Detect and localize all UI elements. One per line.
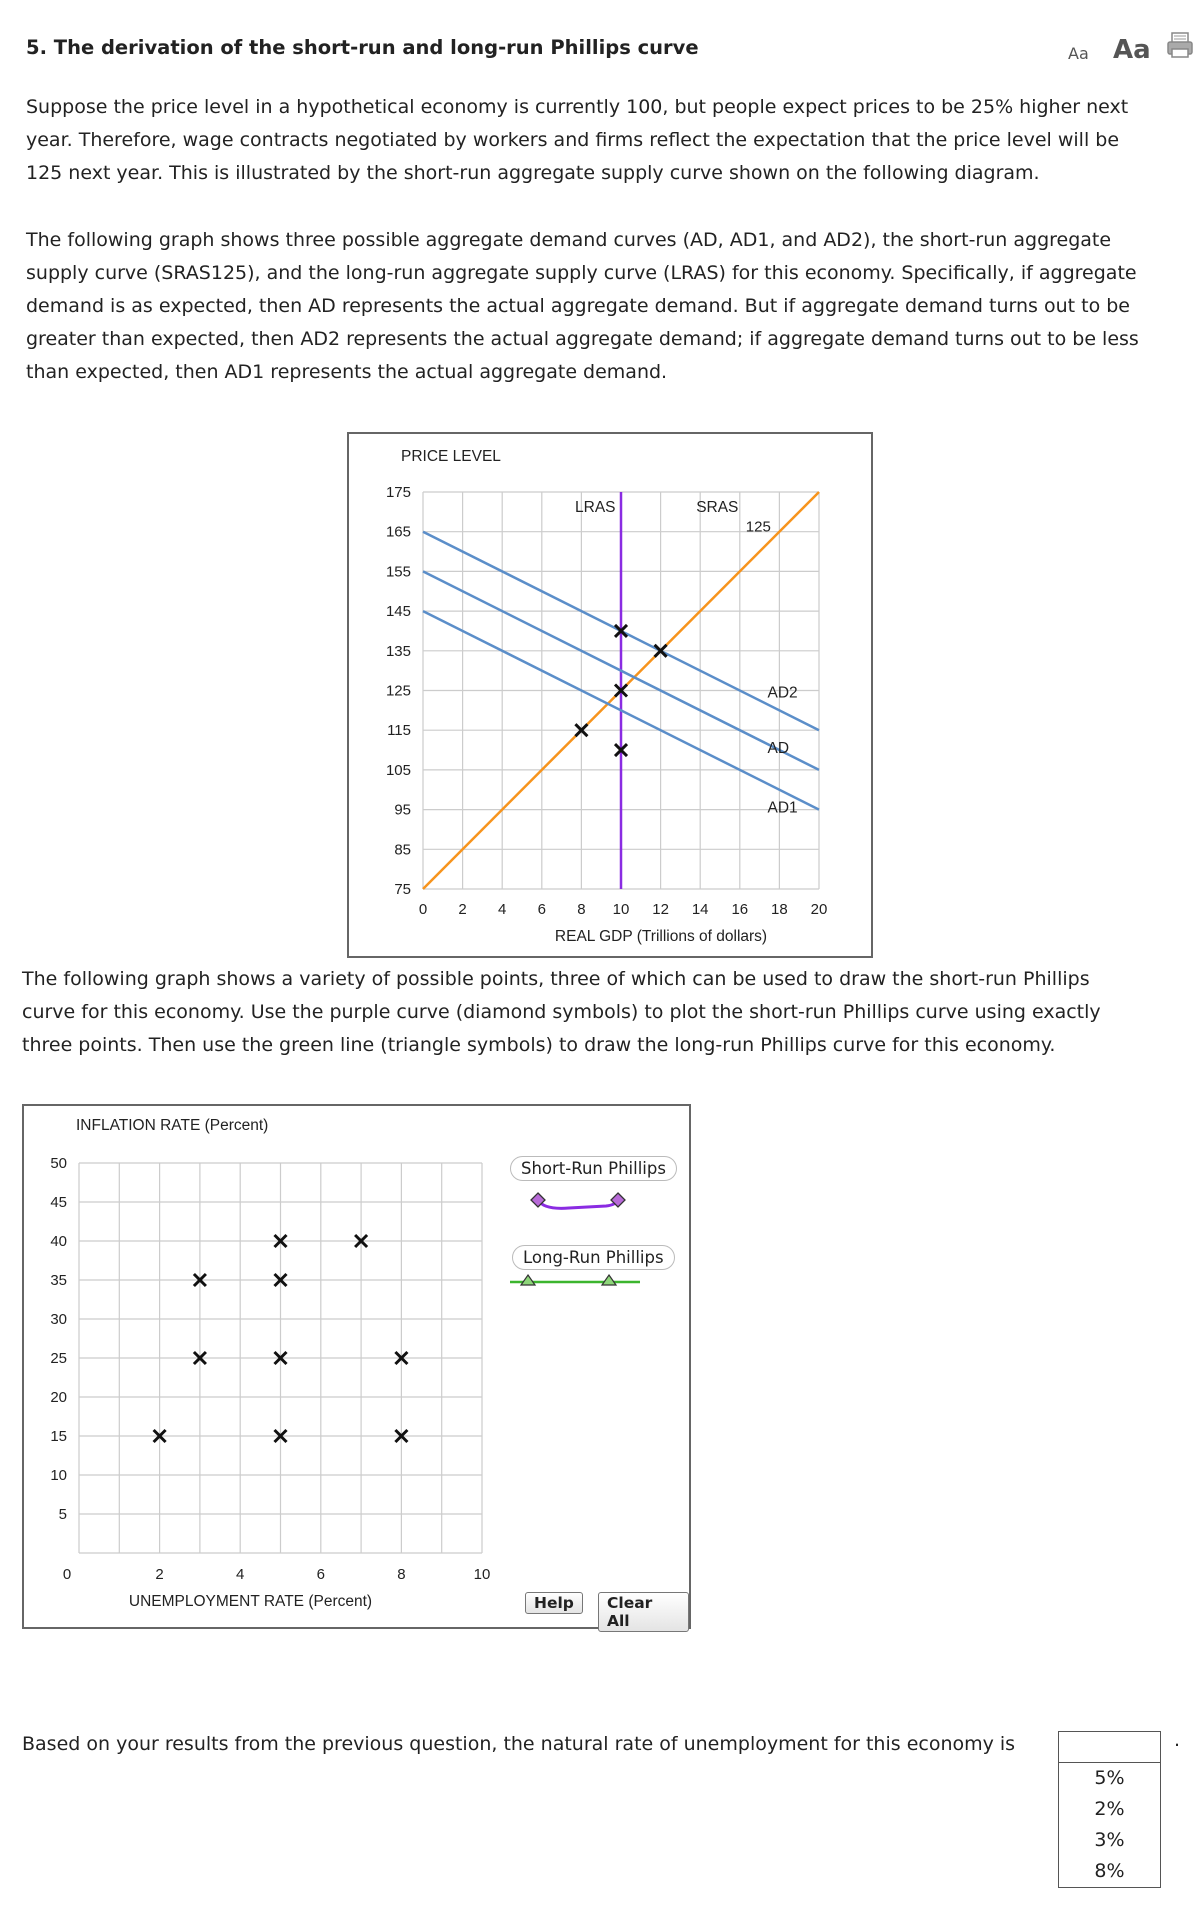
series-label-ad2: AD2 [767,684,798,702]
y-tick-label: 165 [385,523,411,541]
text-line: supply curve (SRAS125), and the long-run aggregate supply curve (LRAS) for this economy. Specifically, if aggregate [26,262,1137,284]
long-run-phillips-tool[interactable]: Long-Run Phillips [512,1245,675,1270]
y-axis-title: INFLATION RATE (Percent) [76,1117,269,1134]
natural-rate-answer-field[interactable] [1058,1731,1161,1764]
x-tick-label: 10 [473,1566,491,1583]
x-tick-label: 10 [612,901,630,918]
natural-rate-options-list[interactable] [1058,1762,1161,1888]
x-tick-label: 8 [577,901,586,918]
x-tick-label: 16 [731,901,749,918]
question-title: 5. The derivation of the short-run and long-run Phillips curve [26,36,699,59]
question-period: . [1174,1729,1181,1751]
y-tick-label: 20 [50,1389,67,1406]
font-size-large-button[interactable]: Aa [1113,35,1151,65]
y-tick-label: 15 [50,1428,67,1445]
x-tick-label: 20 [810,901,828,918]
y-tick-label: 25 [50,1350,67,1367]
clear-all-button[interactable]: Clear All [598,1592,689,1632]
x-tick-label: 8 [397,1566,406,1583]
y-tick-label: 10 [50,1467,67,1484]
font-size-small-button[interactable]: Aa [1068,44,1089,63]
text-line: greater than expected, then AD2 represents the actual aggregate demand; if aggregate demand turns out to be less [26,328,1139,350]
y-tick-label: 40 [50,1233,67,1250]
option-item[interactable]: 3% [1094,1829,1125,1851]
series-label-sras-subscript: 125 [745,518,771,536]
text-line: The following graph shows a variety of possible points, three of which can be used to draw the short-run Phillips [22,968,1090,990]
y-tick-label: 5 [58,1506,67,1523]
intro-paragraph-2 [26,224,1186,389]
y-tick-label: 35 [50,1272,67,1289]
x-tick-label: 2 [155,1566,164,1583]
y-axis-title: PRICE LEVEL [401,448,501,465]
y-tick-label: 155 [385,563,411,581]
y-tick-label: 135 [385,642,411,660]
option-item[interactable]: 2% [1094,1798,1125,1820]
text-line: than expected, then AD1 represents the actual aggregate demand. [26,361,668,383]
x-tick-label: 14 [691,901,709,918]
printer-icon[interactable] [1166,31,1194,59]
y-tick-label: 30 [50,1311,67,1328]
x-tick-label: 12 [652,901,669,918]
series-label-ad: AD [767,740,790,758]
option-item[interactable]: 5% [1094,1767,1125,1789]
x-tick-label: 6 [316,1566,325,1583]
x-tick-label: 18 [771,901,788,918]
middle-paragraph [22,963,1182,1062]
x-tick-label: 0 [418,901,428,918]
text-line: curve for this economy. Use the purple curve (diamond symbols) to plot the short-run Phillips curve using exactly [22,1001,1101,1023]
short-run-phillips-tool-icon[interactable] [524,1186,644,1214]
phillips-graph-box [22,1104,691,1629]
long-run-phillips-tool-icon[interactable] [508,1268,648,1290]
text-line: three points. Then use the green line (triangle symbols) to draw the long-run Phillips curve for this economy. [22,1034,1056,1056]
x-axis-title: REAL GDP (Trillions of dollars) [554,928,768,945]
series-label-lras: LRAS [575,498,616,516]
ad-as-graph [349,434,871,956]
y-tick-label: 125 [385,682,411,700]
x-tick-label: 4 [236,1566,245,1583]
y-tick-label: 75 [394,881,411,898]
text-line: Suppose the price level in a hypothetical economy is currently 100, but people expect prices to be 25% higher next [26,96,1129,118]
y-tick-label: 145 [385,603,411,621]
x-tick-label: 2 [458,901,467,918]
y-tick-label: 95 [394,801,411,819]
y-tick-label: 175 [385,484,411,501]
y-tick-label: 115 [387,722,411,740]
y-tick-label: 45 [50,1194,67,1211]
ad-as-graph-box [347,432,873,958]
y-tick-label: 105 [385,761,411,779]
x-tick-label: 4 [498,901,507,918]
x-axis-title: UNEMPLOYMENT RATE (Percent) [128,1593,373,1610]
x-tick-label: 0 [62,1566,72,1583]
phillips-graph[interactable] [24,1106,689,1627]
text-line: demand is as expected, then AD represents the actual aggregate demand. But if aggregate demand turns out to be [26,295,1130,317]
short-run-phillips-tool[interactable]: Short-Run Phillips [510,1156,677,1181]
series-label-ad1: AD1 [767,799,798,817]
text-line: 125 next year. This is illustrated by the short-run aggregate supply curve shown on the following diagram. [26,162,1040,184]
help-button[interactable]: Help [525,1592,583,1614]
y-tick-label: 50 [50,1155,67,1172]
series-label-sras: SRAS [696,498,739,516]
text-line: year. Therefore, wage contracts negotiated by workers and firms reflect the expectation that the price level will be [26,129,1120,151]
y-tick-label: 85 [394,841,411,859]
natural-rate-question: Based on your results from the previous question, the natural rate of unemployment for this economy is [22,1733,1016,1755]
option-item[interactable]: 8% [1094,1860,1125,1882]
text-line: The following graph shows three possible aggregate demand curves (AD, AD1, and AD2), the short-run aggregate [26,229,1112,251]
x-tick-label: 6 [537,901,546,918]
intro-paragraph-1 [26,91,1186,190]
